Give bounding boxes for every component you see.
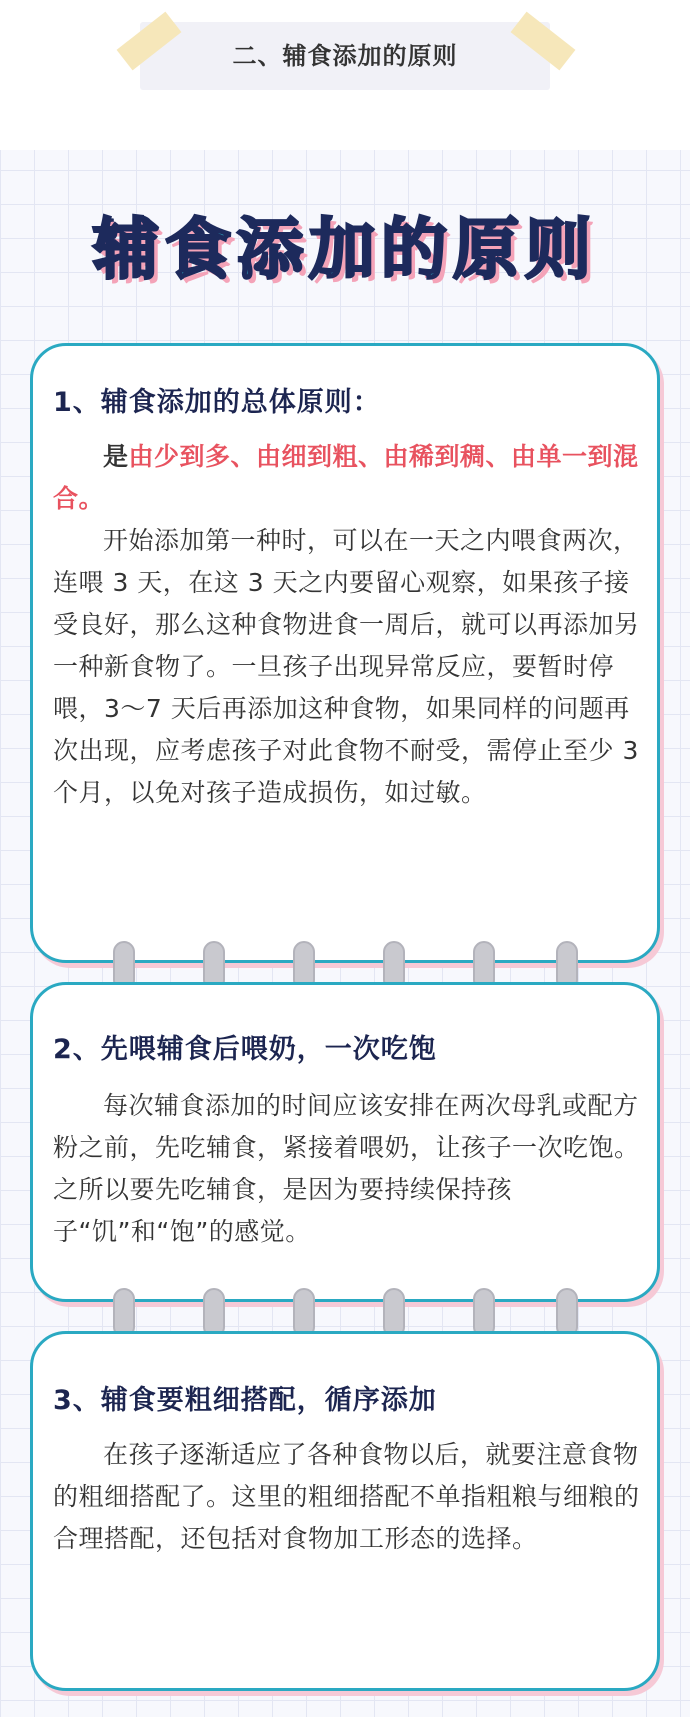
card-1-body xyxy=(53,436,643,814)
card-1-highlight: 由少到多、由细到粗、由稀到稠、由单一到混合。 xyxy=(53,442,639,513)
section-title: 二、辅食添加的原则 xyxy=(232,42,458,70)
card-1-title: 1、辅食添加的总体原则： xyxy=(53,387,381,418)
card-3-title: 3、辅食要粗细搭配，循序添加 xyxy=(53,1385,437,1416)
card-2-paragraph: 每次辅食添加的时间应该安排在两次母乳或配方粉之前，先吃辅食，紧接着喂奶，让孩子一次吃饱。之所以要先吃辅食，是因为要持续保持孩子“饥”和“饱”的感觉。 xyxy=(53,1091,640,1246)
card-1-lead: 是 xyxy=(103,442,129,471)
card-2-title: 2、先喂辅食后喂奶，一次吃饱 xyxy=(53,1034,437,1065)
card-3-paragraph: 在孩子逐渐适应了各种食物以后，就要注意食物的粗细搭配了。这里的粗细搭配不单指粗粮与细粮的合理搭配，还包括对食物加工形态的选择。 xyxy=(53,1440,640,1553)
principle-card-3 xyxy=(30,1331,660,1691)
card-1-principle xyxy=(53,436,643,520)
page-title: 辅食添加的原则 xyxy=(93,211,597,288)
principle-card-1 xyxy=(30,343,660,963)
card-1-paragraph: 开始添加第一种时，可以在一天之内喂食两次，连喂 3 天，在这 3 天之内要留心观察，如果孩子接受良好，那么这种食物进食一周后，就可以再添加另一种新食物了。一旦孩子出现异常反应，要暂时停喂，3～7 天后再添加这种食物，如果同样的问题再次出现，应考虑孩子对此食物不耐受，需停止至少 3个月，以免对孩子造成损伤，如过敏。 xyxy=(53,526,640,807)
principle-card-2 xyxy=(30,982,660,1302)
